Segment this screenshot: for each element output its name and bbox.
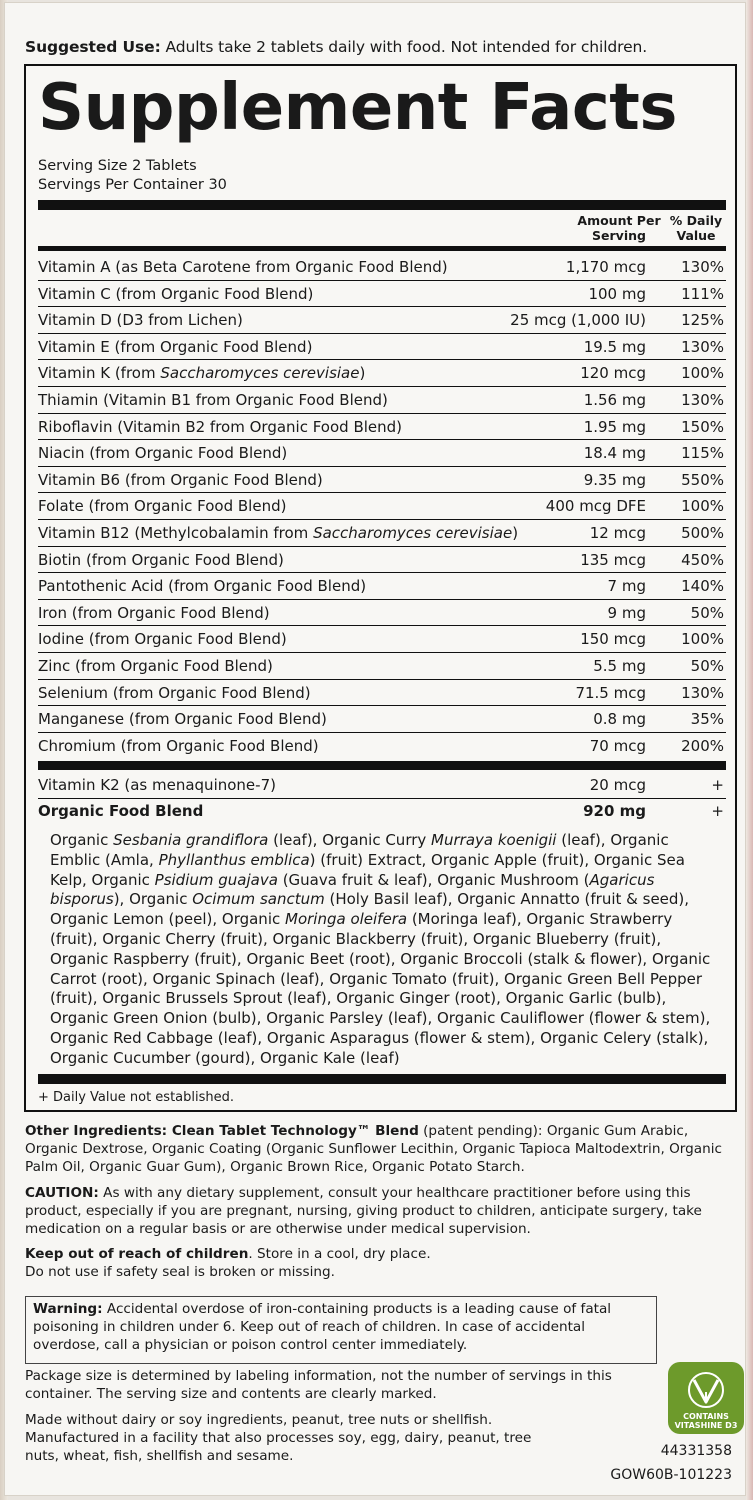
nutrient-name: Selenium (from Organic Food Blend) <box>38 683 311 702</box>
other-ingredients-label: Other Ingredients: Clean Tablet Technology™ Blend <box>25 1123 419 1139</box>
nutrient-name: Vitamin B12 (Methylcobalamin from Saccharomyces cerevisiae) <box>38 524 519 542</box>
nutrient-row <box>38 547 726 574</box>
nutrient-amount: 5.5 mg <box>593 657 646 675</box>
nutrient-name: Zinc (from Organic Food Blend) <box>38 657 273 675</box>
nutrient-daily-value: 115% <box>681 444 724 463</box>
nutrient-name: Niacin (from Organic Food Blend) <box>38 444 288 463</box>
nutrient-daily-value: 100% <box>681 630 724 649</box>
top-thick-bar <box>38 200 726 210</box>
nutrient-row <box>38 440 726 467</box>
nutrient-daily-value: 150% <box>681 417 724 436</box>
daily-value-footnote: + Daily Value not established. <box>38 1090 235 1105</box>
species-name: Saccharomyces cerevisiae <box>160 364 360 383</box>
vitashine-d3-badge <box>668 1362 744 1434</box>
nutrient-daily-value: 111% <box>681 284 724 303</box>
header-bottom-bar <box>38 246 726 251</box>
nutrient-amount: 1.95 mg <box>583 417 646 436</box>
suggested-use-label: Suggested Use: <box>25 38 161 56</box>
species-name: Agaricus bisporus <box>50 870 655 909</box>
suggested-use-text: Adults take 2 tablets daily with food. Not intended for children. <box>160 38 648 56</box>
nutrient-row <box>38 653 726 680</box>
nutrient-row <box>38 414 726 441</box>
package-note: Package size is determined by labeling information, not the number of servings in this container. The serving size and contents are clearly marked. <box>25 1368 612 1402</box>
extra-row <box>38 772 726 799</box>
nutrient-row <box>38 281 726 308</box>
keep-out-text: . Store in a cool, dry place. <box>248 1246 431 1262</box>
nutrient-row <box>38 626 726 653</box>
nutrient-amount: 19.5 mg <box>583 337 646 356</box>
header-amount-per-serving <box>556 213 682 243</box>
nutrient-name: Vitamin A (as Beta Carotene from Organic Food Blend) <box>38 258 448 276</box>
nutrient-amount: 135 mcg <box>580 550 646 569</box>
nutrient-row <box>38 307 726 334</box>
species-name: Murraya koenigii <box>431 831 557 849</box>
supplement-facts-panel <box>24 64 737 1112</box>
other-ingredients-text: (patent pending): Organic Gum Arabic, Organic Dextrose, Organic Coating (Organic Sunflower Lecithin, Organic Tapioca Maltodextrin, Organic Palm Oil, Organic Guar Gum), Organic Brown Rice, Organic Potato Starch. <box>25 1123 722 1175</box>
mid-thick-bar <box>38 761 726 770</box>
nutrient-name: Vitamin K (from Saccharomyces cerevisiae) <box>38 364 366 383</box>
nutrient-row <box>38 706 726 733</box>
header-dv-line1: % Daily <box>669 213 723 228</box>
nutrient-amount: 100 mg <box>588 284 646 303</box>
nutrient-amount: 9.35 mg <box>583 470 646 489</box>
nutrient-amount: 7 mg <box>607 577 646 596</box>
nutrient-row <box>38 493 726 520</box>
header-amount-line1: Amount Per <box>577 213 661 228</box>
nutrient-amount: 71.5 mcg <box>575 683 646 702</box>
product-code-2: GOW60B-101223 <box>610 1467 732 1483</box>
nutrient-name: Riboflavin (Vitamin B2 from Organic Food Blend) <box>38 417 403 436</box>
nutrient-amount: 920 mg <box>583 802 646 821</box>
servings-per-container: Servings Per Container 30 <box>38 177 227 193</box>
keep-out-line2: Do not use if safety seal is broken or missing. <box>25 1264 335 1280</box>
badge-line1: CONTAINS <box>683 1412 729 1421</box>
nutrient-daily-value: 100% <box>681 364 724 383</box>
nutrient-name: Organic Food Blend <box>38 802 204 821</box>
nutrient-row <box>38 680 726 707</box>
nutrient-daily-value: 50% <box>690 603 724 622</box>
species-name: Psidium guajava <box>154 870 278 889</box>
nutrient-daily-value: 500% <box>681 524 724 542</box>
nutrient-amount: 18.4 mg <box>583 444 646 463</box>
nutrient-daily-value: + <box>711 776 724 794</box>
nutrient-name: Vitamin K2 (as menaquinone-7) <box>38 776 276 794</box>
made-without-note: Made without dairy or soy ingredients, peanut, tree nuts or shellfish. Manufactured in a facility that also processes soy, egg, dairy, peanut, tree nuts, wheat, fish, shellfish and sesame. <box>25 1412 532 1464</box>
caution <box>25 1184 735 1238</box>
nutrient-daily-value: 50% <box>690 657 724 675</box>
nutrient-name: Manganese (from Organic Food Blend) <box>38 710 327 729</box>
nutrient-name: Biotin (from Organic Food Blend) <box>38 550 284 569</box>
caution-label: CAUTION: <box>25 1185 99 1201</box>
nutrient-name: Folate (from Organic Food Blend) <box>38 497 287 516</box>
label-page <box>4 2 746 1496</box>
header-dv-line2: Value <box>676 228 716 243</box>
suggested-use <box>25 38 647 56</box>
iron-warning-box <box>25 1296 657 1364</box>
nutrient-daily-value: 130% <box>681 337 724 356</box>
nutrient-row <box>38 733 726 760</box>
nutrient-row <box>38 467 726 494</box>
badge-line2: VITASHINE D3 <box>674 1421 738 1430</box>
nutrient-name: Vitamin C (from Organic Food Blend) <box>38 284 314 303</box>
organic-food-blend-list <box>50 831 722 1069</box>
nutrient-row <box>38 520 726 547</box>
blend-text: Organic Sesbania grandiflora (leaf), Organic Curry Murraya koenigii (leaf), Organic Emblic (Amla, Phyllanthus emblica) (fruit) Extract, Organic Apple (fruit), Organic Sea Kelp, Organic Psidium guajava (Guava fruit & leaf), Organic Mushroom (Agaricus bisporus), Organic Ocimum sanctum (Holy Basil leaf), Organic Annatto (fruit & seed), Organic Lemon (peel), Organic Moringa oleifera (Moringa leaf), Organic Strawberry (fruit), Organic Cherry (fruit), Organic Blackberry (fruit), Organic Blueberry (fruit), Organic Raspberry (fruit), Organic Beet (root), Organic Broccoli (stalk & flower), Organic Carrot (root), Organic Spinach (leaf), Organic Tomato (fruit), Organic Green Bell Pepper (fruit), Organic Brussels Sprout (leaf), Organic Ginger (root), Organic Garlic (bulb), Organic Green Onion (bulb), Organic Parsley (leaf), Organic Cauliflower (flower & stem), Organic Red Cabbage (leaf), Organic Asparagus (flower & stem), Organic Celery (stalk), Organic Cucumber (gourd), Organic Kale (leaf) <box>50 831 711 1067</box>
header-daily-value <box>666 213 726 243</box>
nutrient-daily-value: 130% <box>681 391 724 409</box>
warning-label: Warning: <box>33 1301 103 1317</box>
serving-size: Serving Size 2 Tablets <box>38 158 197 174</box>
nutrient-amount: 12 mcg <box>589 524 646 542</box>
nutrient-row <box>38 387 726 414</box>
nutrient-name: Vitamin B6 (from Organic Food Blend) <box>38 470 323 489</box>
nutrient-daily-value: 35% <box>690 710 724 729</box>
nutrient-daily-value: 140% <box>681 577 724 596</box>
keep-out-label: Keep out of reach of children <box>25 1246 249 1262</box>
nutrient-name: Chromium (from Organic Food Blend) <box>38 736 319 755</box>
nutrient-amount: 150 mcg <box>580 630 646 649</box>
nutrient-name: Pantothenic Acid (from Organic Food Blend) <box>38 577 367 596</box>
species-name: Phyllanthus emblica <box>158 850 310 869</box>
keep-out-of-reach <box>25 1245 735 1281</box>
nutrient-daily-value: 130% <box>681 258 724 276</box>
other-ingredients <box>25 1122 735 1176</box>
nutrient-daily-value: + <box>711 802 724 821</box>
nutrient-row <box>38 573 726 600</box>
nutrient-row <box>38 254 726 281</box>
nutrient-amount: 1.56 mg <box>583 391 646 409</box>
nutrient-daily-value: 125% <box>681 311 724 330</box>
nutrient-amount: 20 mcg <box>589 776 646 794</box>
extra-row <box>38 798 726 825</box>
nutrient-name: Iron (from Organic Food Blend) <box>38 603 270 622</box>
species-name: Saccharomyces cerevisiae <box>313 524 513 542</box>
label-right-edge <box>746 0 753 1500</box>
serving-info <box>38 157 227 195</box>
nutrient-amount: 25 mcg (1,000 IU) <box>510 311 646 330</box>
nutrient-daily-value: 100% <box>681 497 724 516</box>
nutrient-row <box>38 600 726 627</box>
nutrient-name: Thiamin (Vitamin B1 from Organic Food Blend) <box>38 391 388 409</box>
nutrient-name: Iodine (from Organic Food Blend) <box>38 630 287 649</box>
nutrient-amount: 0.8 mg <box>593 710 646 729</box>
nutrient-name: Vitamin E (from Organic Food Blend) <box>38 337 313 356</box>
vitashine-leaf-icon <box>668 1362 744 1414</box>
nutrient-daily-value: 550% <box>681 470 724 489</box>
supplement-facts-title: Supplement Facts <box>38 71 677 145</box>
nutrient-name: Vitamin D (D3 from Lichen) <box>38 311 243 330</box>
nutrient-amount: 120 mcg <box>580 364 646 383</box>
nutrient-daily-value: 200% <box>681 736 724 755</box>
nutrient-amount: 9 mg <box>607 603 646 622</box>
nutrient-daily-value: 130% <box>681 683 724 702</box>
nutrient-amount: 70 mcg <box>589 736 646 755</box>
warning-text: Accidental overdose of iron-containing products is a leading cause of fatal poisoning in children under 6. Keep out of reach of children. In case of accidental overdose, call a physician or poison control center immediately. <box>33 1301 612 1353</box>
species-name: Ocimum sanctum <box>192 890 325 909</box>
species-name: Sesbania grandiflora <box>113 831 269 849</box>
nutrient-daily-value: 450% <box>681 550 724 569</box>
caution-text: As with any dietary supplement, consult your healthcare practitioner before using this product, especially if you are pregnant, nursing, giving product to children, anticipate surgery, take medication on a regular basis or are otherwise under medical supervision. <box>25 1185 702 1237</box>
nutrient-row <box>38 360 726 387</box>
header-amount-line2: Serving <box>592 228 646 243</box>
species-name: Moringa oleifera <box>285 910 408 929</box>
product-code-1: 44331358 <box>660 1443 732 1459</box>
nutrient-row <box>38 334 726 361</box>
nutrient-amount: 1,170 mcg <box>565 258 646 276</box>
bottom-thick-bar <box>38 1074 726 1084</box>
nutrient-amount: 400 mcg DFE <box>545 497 646 516</box>
